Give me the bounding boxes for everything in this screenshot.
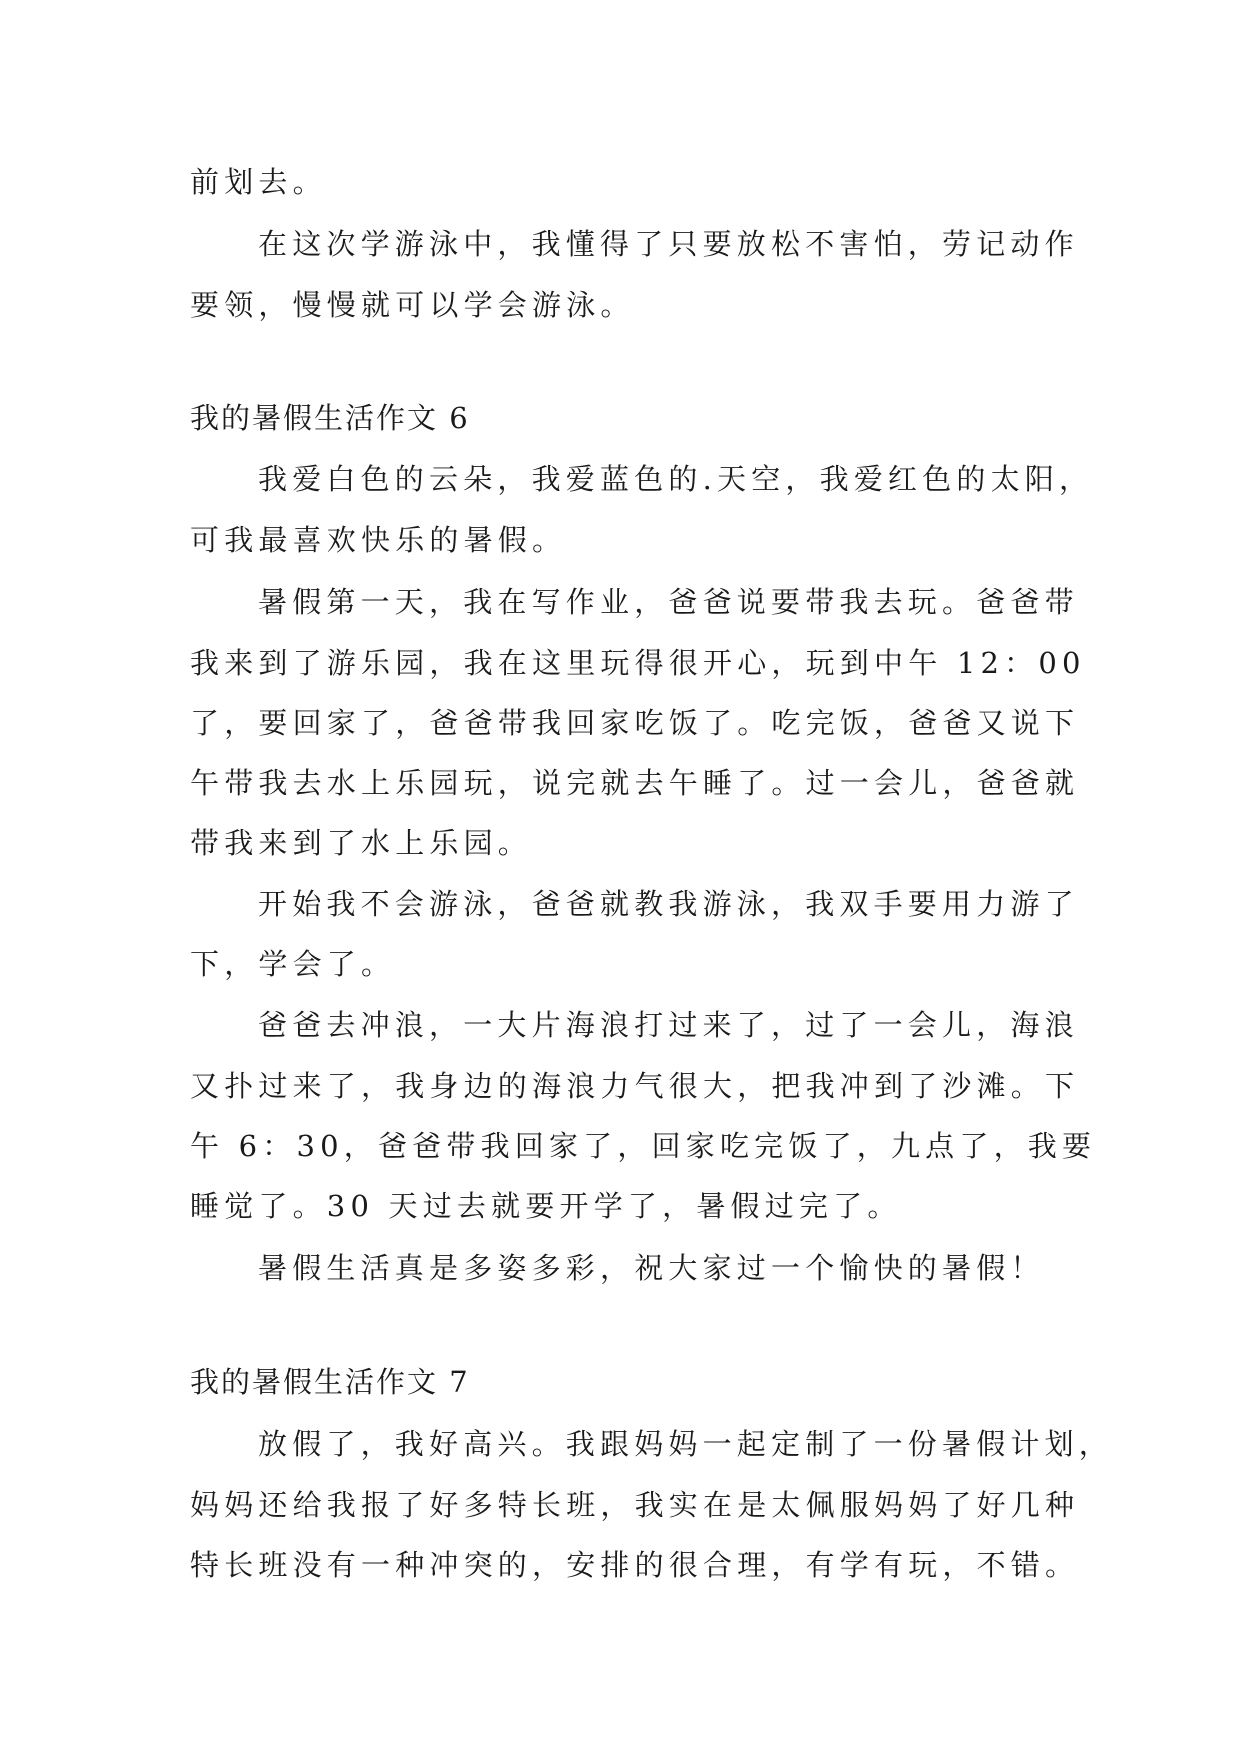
paragraph-line: 要领，慢慢就可以学会游泳。 [190,288,635,322]
paragraph-line: 暑假第一天，我在写作业，爸爸说要带我去玩。爸爸带 [258,585,1079,619]
paragraph-line: 可我最喜欢快乐的暑假。 [190,523,567,557]
paragraph-line: 我来到了游乐园，我在这里玩得很开心，玩到中午 12：00 [190,646,1086,680]
paragraph-line: 午带我去水上乐园玩，说完就去午睡了。过一会儿，爸爸就 [190,766,1080,800]
paragraph-line: 我爱白色的云朵，我爱蓝色的.天空，我爱红色的太阳， [258,462,1094,496]
paragraph-line: 睡觉了。30 天过去就要开学了，暑假过完了。 [190,1189,902,1223]
paragraph-line: 爸爸去冲浪，一大片海浪打过来了，过了一会儿，海浪 [258,1008,1079,1042]
paragraph-line: 下，学会了。 [190,947,396,981]
paragraph-line: 妈妈还给我报了好多特长班，我实在是太佩服妈妈了好几种 [190,1488,1080,1522]
paragraph-line: 开始我不会游泳，爸爸就教我游泳，我双手要用力游了 [258,887,1079,921]
paragraph-line: 特长班没有一种冲突的，安排的很合理，有学有玩，不错。 [190,1548,1080,1582]
section-heading: 我的暑假生活作文 6 [190,401,470,435]
paragraph-line: 放假了，我好高兴。我跟妈妈一起定制了一份暑假计划， [258,1427,1114,1461]
paragraph-line: 在这次学游泳中，我懂得了只要放松不害怕，劳记动作 [258,227,1079,261]
section-heading: 我的暑假生活作文 7 [190,1365,470,1399]
paragraph-line: 暑假生活真是多姿多彩，祝大家过一个愉快的暑假！ [258,1251,1045,1285]
paragraph-line: 带我来到了水上乐园。 [190,826,533,860]
paragraph-line: 前划去。 [190,165,327,199]
paragraph-line: 午 6：30，爸爸带我回家了，回家吃完饭了，九点了，我要 [190,1129,1097,1163]
paragraph-line: 了，要回家了，爸爸带我回家吃饭了。吃完饭，爸爸又说下 [190,706,1080,740]
paragraph-line: 又扑过来了，我身边的海浪力气很大，把我冲到了沙滩。下 [190,1069,1080,1103]
